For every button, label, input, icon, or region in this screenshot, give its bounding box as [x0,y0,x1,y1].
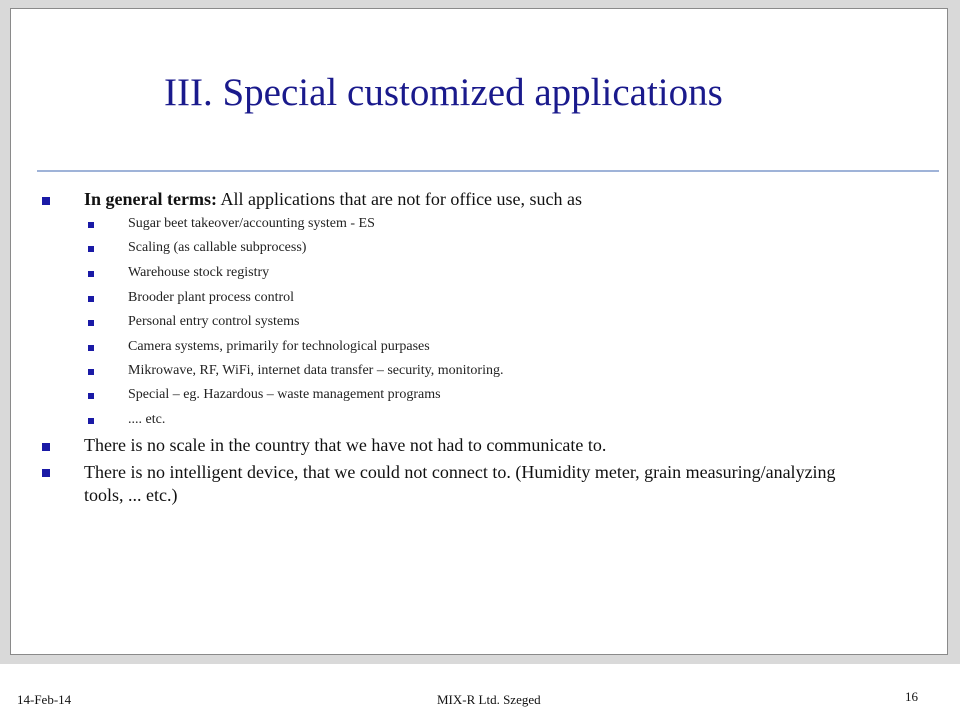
footer-date: 14-Feb-14 [17,692,72,707]
square-bullet-icon [88,271,94,277]
intro-text: All applications that are not for office use, such as [216,189,583,209]
slide-title: III. Special customized applications [164,71,723,114]
list-item: Mikrowave, RF, WiFi, internet data transfer – security, monitoring. [128,363,504,378]
list-item: Scaling (as callable subprocess) [128,240,307,255]
intro-line [84,190,582,208]
slide [10,8,948,655]
square-bullet-icon [88,222,94,228]
list-item: Brooder plant process control [128,290,295,305]
square-bullet-icon [88,418,94,424]
point-devices-continued: tools, ... etc.) [84,485,178,505]
square-bullet-icon [88,246,94,252]
list-item: Special – eg. Hazardous – waste management programs [128,387,441,402]
square-bullet-icon [88,369,94,375]
square-bullet-icon [88,320,94,326]
title-divider [37,170,939,172]
list-item: Personal entry control systems [128,314,300,329]
point-devices: There is no intelligent device, that we could not connect to. (Humidity meter, grain measuring/analyzing [84,462,836,482]
square-bullet-icon [88,296,94,302]
intro-label: In general terms: [84,189,217,209]
list-item: .... etc. [128,412,166,427]
page-number: 16 [905,689,918,704]
square-bullet-icon [88,345,94,351]
footer-company: MIX-R Ltd. Szeged [437,692,541,707]
list-item: Warehouse stock registry [128,265,270,280]
square-bullet-icon [42,443,50,451]
point-scale: There is no scale in the country that we have not had to communicate to. [84,435,607,455]
square-bullet-icon [88,393,94,399]
square-bullet-icon [42,469,50,477]
square-bullet-icon [42,197,50,205]
list-item: Camera systems, primarily for technological purpases [128,339,430,354]
list-item: Sugar beet takeover/accounting system - ES [128,216,375,231]
